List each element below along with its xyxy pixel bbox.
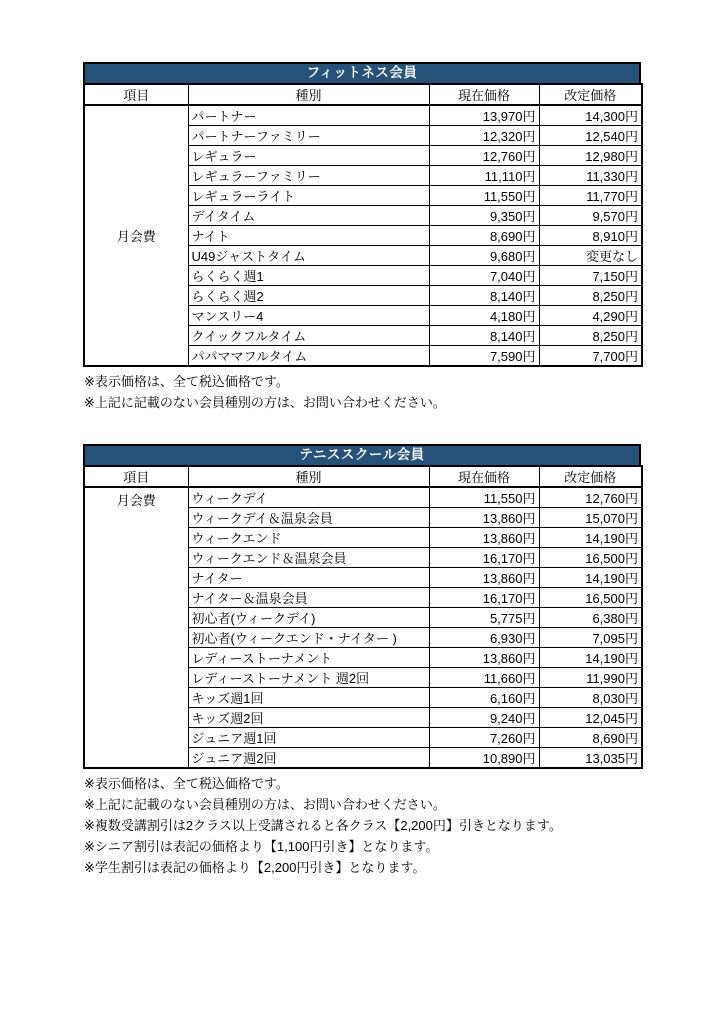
revised-price-cell: 8,250円 bbox=[539, 286, 642, 306]
revised-price-cell: 4,290円 bbox=[539, 306, 642, 326]
revised-price-cell: 12,760円 bbox=[539, 487, 642, 508]
tennis-table-title: テニススクール会員 bbox=[83, 444, 641, 465]
note-line: ※上記に記載のない会員種別の方は、お問い合わせください。 bbox=[84, 395, 446, 410]
current-price-cell: 7,040円 bbox=[429, 266, 539, 286]
revised-price-cell: 13,035円 bbox=[539, 748, 642, 769]
type-cell: ウィークエンド bbox=[188, 528, 429, 548]
current-price-cell: 11,660円 bbox=[429, 668, 539, 688]
revised-price-cell: 16,500円 bbox=[539, 548, 642, 568]
note-line: ※学生割引は表記の価格より【2,200円引き】となります。 bbox=[84, 860, 426, 875]
current-price-cell: 11,110円 bbox=[429, 166, 539, 186]
revised-price-cell: 12,045円 bbox=[539, 708, 642, 728]
current-price-cell: 8,140円 bbox=[429, 286, 539, 306]
revised-price-cell: 8,250円 bbox=[539, 326, 642, 346]
type-cell: クイックフルタイム bbox=[188, 326, 429, 346]
revised-price-cell: 8,030円 bbox=[539, 688, 642, 708]
current-price-cell: 9,240円 bbox=[429, 708, 539, 728]
revised-price-cell: 16,500円 bbox=[539, 588, 642, 608]
type-cell: レギュラーライト bbox=[188, 186, 429, 206]
type-cell: らくらく週1 bbox=[188, 266, 429, 286]
current-price-cell: 7,590円 bbox=[429, 346, 539, 367]
current-price-cell: 11,550円 bbox=[429, 186, 539, 206]
current-price-cell: 13,970円 bbox=[429, 105, 539, 126]
revised-price-cell: 11,330円 bbox=[539, 166, 642, 186]
type-cell: U49ジャストタイム bbox=[188, 246, 429, 266]
fitness-price-table bbox=[83, 83, 643, 367]
type-cell: デイタイム bbox=[188, 206, 429, 226]
type-cell: ナイト bbox=[188, 226, 429, 246]
type-cell: レギュラーファミリー bbox=[188, 166, 429, 186]
current-price-cell: 7,260円 bbox=[429, 728, 539, 748]
revised-price-cell: 12,540円 bbox=[539, 126, 642, 146]
revised-price-cell: 8,690円 bbox=[539, 728, 642, 748]
fitness-members-section bbox=[83, 62, 641, 413]
current-price-cell: 16,170円 bbox=[429, 588, 539, 608]
current-price-cell: 13,860円 bbox=[429, 648, 539, 668]
type-cell: パートナー bbox=[188, 105, 429, 126]
type-cell: レディーストーナメント bbox=[188, 648, 429, 668]
revised-price-cell: 6,380円 bbox=[539, 608, 642, 628]
type-cell: ジュニア週2回 bbox=[188, 748, 429, 769]
type-cell: レディーストーナメント 週2回 bbox=[188, 668, 429, 688]
type-cell: ウィークデイ＆温泉会員 bbox=[188, 508, 429, 528]
revised-price-cell: 8,910円 bbox=[539, 226, 642, 246]
tennis-price-table bbox=[83, 465, 643, 769]
note-line: ※シニア割引は表記の価格より【1,100円引き】となります。 bbox=[84, 839, 439, 854]
tennis-notes bbox=[84, 773, 641, 878]
col-header-current-price: 現在価格 bbox=[429, 466, 539, 487]
table-row bbox=[84, 487, 642, 508]
current-price-cell: 13,860円 bbox=[429, 508, 539, 528]
revised-price-cell: 15,070円 bbox=[539, 508, 642, 528]
current-price-cell: 6,930円 bbox=[429, 628, 539, 648]
type-cell: パートナーファミリー bbox=[188, 126, 429, 146]
revised-price-cell: 7,095円 bbox=[539, 628, 642, 648]
col-header-revised-price: 改定価格 bbox=[539, 84, 642, 105]
type-cell: キッズ週2回 bbox=[188, 708, 429, 728]
type-cell: ウィークエンド＆温泉会員 bbox=[188, 548, 429, 568]
current-price-cell: 6,160円 bbox=[429, 688, 539, 708]
note-line: ※表示価格は、全て税込価格です。 bbox=[84, 776, 289, 791]
type-cell: ナイター bbox=[188, 568, 429, 588]
fitness-notes bbox=[84, 371, 641, 413]
current-price-cell: 16,170円 bbox=[429, 548, 539, 568]
note-line: ※上記に記載のない会員種別の方は、お問い合わせください。 bbox=[84, 797, 446, 812]
type-cell: 初心者(ウィークデイ) bbox=[188, 608, 429, 628]
revised-price-cell: 7,700円 bbox=[539, 346, 642, 367]
tennis-header-row bbox=[84, 466, 642, 487]
revised-price-cell: 14,190円 bbox=[539, 648, 642, 668]
type-cell: マンスリー4 bbox=[188, 306, 429, 326]
current-price-cell: 5,775円 bbox=[429, 608, 539, 628]
current-price-cell: 13,860円 bbox=[429, 528, 539, 548]
revised-price-cell: 14,190円 bbox=[539, 528, 642, 548]
note-line: ※複数受講割引は2クラス以上受講されると各クラス【2,200円】引きとなります。 bbox=[84, 818, 562, 833]
fitness-table-title: フィットネス会員 bbox=[83, 62, 641, 83]
current-price-cell: 4,180円 bbox=[429, 306, 539, 326]
tennis-school-members-section bbox=[83, 444, 641, 878]
col-header-item: 項目 bbox=[84, 466, 188, 487]
revised-price-cell: 14,300円 bbox=[539, 105, 642, 126]
current-price-cell: 8,690円 bbox=[429, 226, 539, 246]
type-cell: ナイター＆温泉会員 bbox=[188, 588, 429, 608]
revised-price-cell: 11,770円 bbox=[539, 186, 642, 206]
col-header-item: 項目 bbox=[84, 84, 188, 105]
current-price-cell: 10,890円 bbox=[429, 748, 539, 769]
type-cell: レギュラー bbox=[188, 146, 429, 166]
fitness-header-row bbox=[84, 84, 642, 105]
type-cell: ウィークデイ bbox=[188, 487, 429, 508]
table-row bbox=[84, 105, 642, 126]
revised-price-cell: 14,190円 bbox=[539, 568, 642, 588]
revised-price-cell: 11,990円 bbox=[539, 668, 642, 688]
col-header-type: 種別 bbox=[188, 466, 429, 487]
current-price-cell: 9,350円 bbox=[429, 206, 539, 226]
revised-price-cell: 変更なし bbox=[539, 246, 642, 266]
revised-price-cell: 12,980円 bbox=[539, 146, 642, 166]
note-line: ※表示価格は、全て税込価格です。 bbox=[84, 374, 289, 389]
current-price-cell: 11,550円 bbox=[429, 487, 539, 508]
current-price-cell: 8,140円 bbox=[429, 326, 539, 346]
type-cell: 初心者(ウィークエンド・ナイター ) bbox=[188, 628, 429, 648]
revised-price-cell: 7,150円 bbox=[539, 266, 642, 286]
type-cell: キッズ週1回 bbox=[188, 688, 429, 708]
current-price-cell: 12,320円 bbox=[429, 126, 539, 146]
type-cell: パパママフルタイム bbox=[188, 346, 429, 367]
item-category-cell: 月会費 bbox=[84, 487, 188, 768]
current-price-cell: 9,680円 bbox=[429, 246, 539, 266]
col-header-type: 種別 bbox=[188, 84, 429, 105]
current-price-cell: 13,860円 bbox=[429, 568, 539, 588]
revised-price-cell: 9,570円 bbox=[539, 206, 642, 226]
col-header-current-price: 現在価格 bbox=[429, 84, 539, 105]
current-price-cell: 12,760円 bbox=[429, 146, 539, 166]
item-category-cell: 月会費 bbox=[84, 105, 188, 366]
type-cell: ジュニア週1回 bbox=[188, 728, 429, 748]
type-cell: らくらく週2 bbox=[188, 286, 429, 306]
col-header-revised-price: 改定価格 bbox=[539, 466, 642, 487]
